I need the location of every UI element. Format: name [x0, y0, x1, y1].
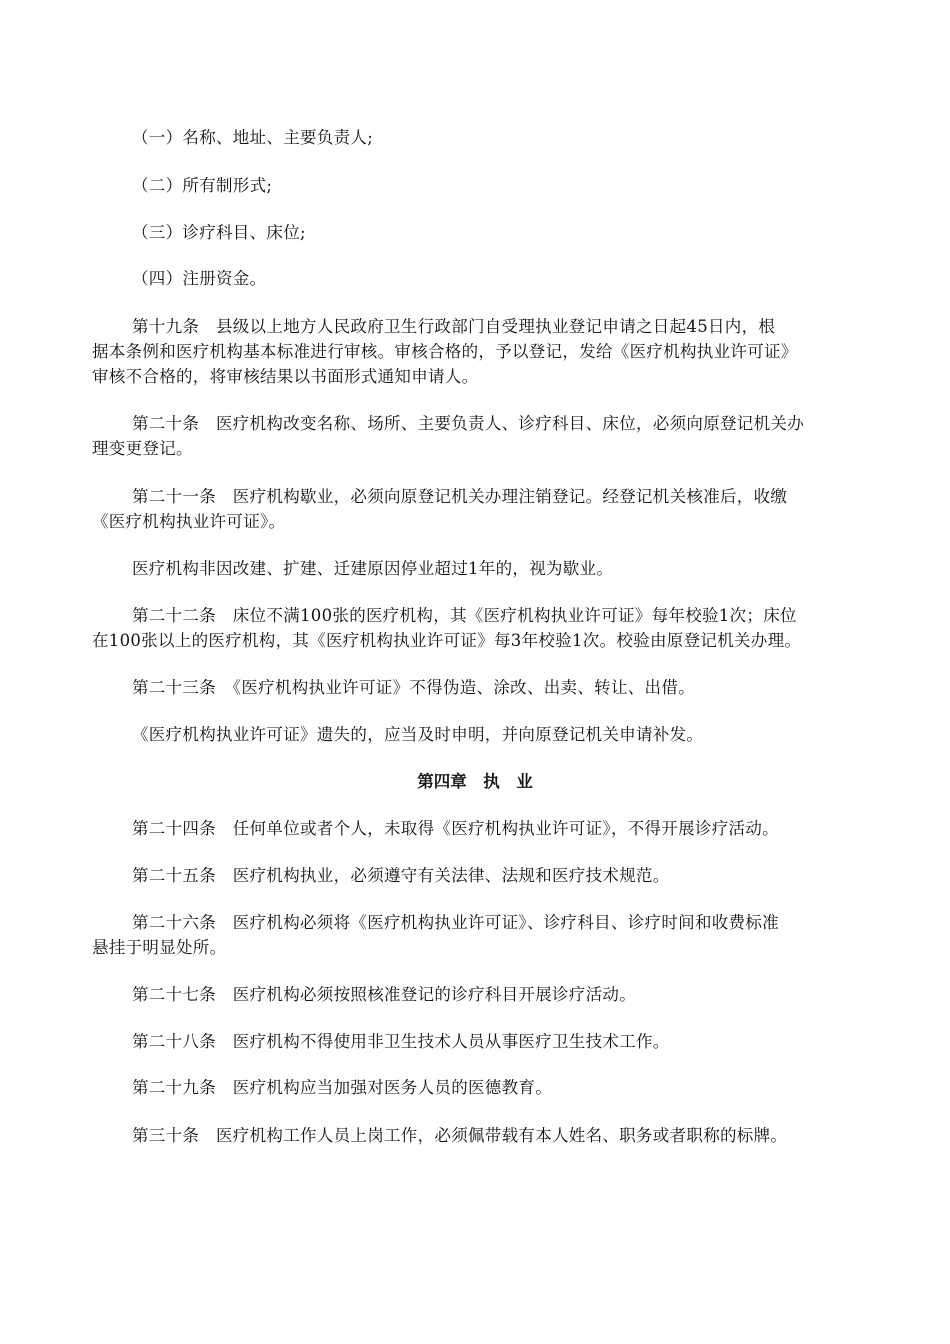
article-29: 第二十九条 医疗机构应当加强对医务人员的医德教育。 — [132, 1078, 552, 1097]
article-20-line-2: 理变更登记。 — [92, 439, 193, 458]
article-22-line-2: 在100张以上的医疗机构，其《医疗机构执业许可证》每3年校验1次。校验由原登记机关办理。 — [92, 631, 802, 650]
article-21-paragraph-2: 医疗机构非因改建、扩建、迁建原因停业超过1年的，视为歇业。 — [132, 559, 614, 578]
item-4: （四）注册资金。 — [132, 269, 267, 288]
article-23-paragraph-2: 《医疗机构执业许可证》遗失的，应当及时申明，并向原登记机关申请补发。 — [132, 725, 704, 744]
article-27: 第二十七条 医疗机构必须按照核准登记的诊疗科目开展诊疗活动。 — [132, 985, 636, 1004]
article-28: 第二十八条 医疗机构不得使用非卫生技术人员从事医疗卫生技术工作。 — [132, 1032, 670, 1051]
article-26-line-1: 第二十六条 医疗机构必须将《医疗机构执业许可证》、诊疗科目、诊疗时间和收费标准 — [132, 913, 779, 932]
article-26-line-2: 悬挂于明显处所。 — [92, 938, 227, 957]
article-21-line-2: 《医疗机构执业许可证》。 — [92, 512, 286, 531]
article-19-line-2: 据本条例和医疗机构基本标准进行审核。审核合格的，予以登记，发给《医疗机构执业许可证》 — [92, 342, 798, 361]
article-24: 第二十四条 任何单位或者个人，未取得《医疗机构执业许可证》，不得开展诊疗活动。 — [132, 819, 779, 838]
chapter-4-heading: 第四章 执 业 — [417, 772, 533, 791]
article-22-line-1: 第二十二条 床位不满100张的医疗机构，其《医疗机构执业许可证》每年校验1次；床位 — [132, 606, 797, 625]
article-23-line-1: 第二十三条 《医疗机构执业许可证》不得伪造、涂改、出卖、转让、出借。 — [132, 678, 695, 697]
article-25: 第二十五条 医疗机构执业，必须遵守有关法律、法规和医疗技术规范。 — [132, 866, 670, 885]
article-19-line-3: 审核不合格的，将审核结果以书面形式通知申请人。 — [92, 367, 479, 386]
article-20-line-1: 第二十条 医疗机构改变名称、场所、主要负责人、诊疗科目、床位，必须向原登记机关办 — [132, 414, 804, 433]
item-1: （一）名称、地址、主要负责人; — [132, 128, 374, 147]
item-2: （二）所有制形式; — [132, 176, 273, 195]
item-3: （三）诊疗科目、床位; — [132, 223, 306, 242]
article-21-line-1: 第二十一条 医疗机构歇业，必须向原登记机关办理注销登记。经登记机关核准后，收缴 — [132, 487, 788, 506]
article-19-line-1: 第十九条 县级以上地方人民政府卫生行政部门自受理执业登记申请之日起45日内，根 — [132, 317, 776, 336]
article-30: 第三十条 医疗机构工作人员上岗工作，必须佩带载有本人姓名、职务或者职称的标牌。 — [132, 1126, 788, 1145]
